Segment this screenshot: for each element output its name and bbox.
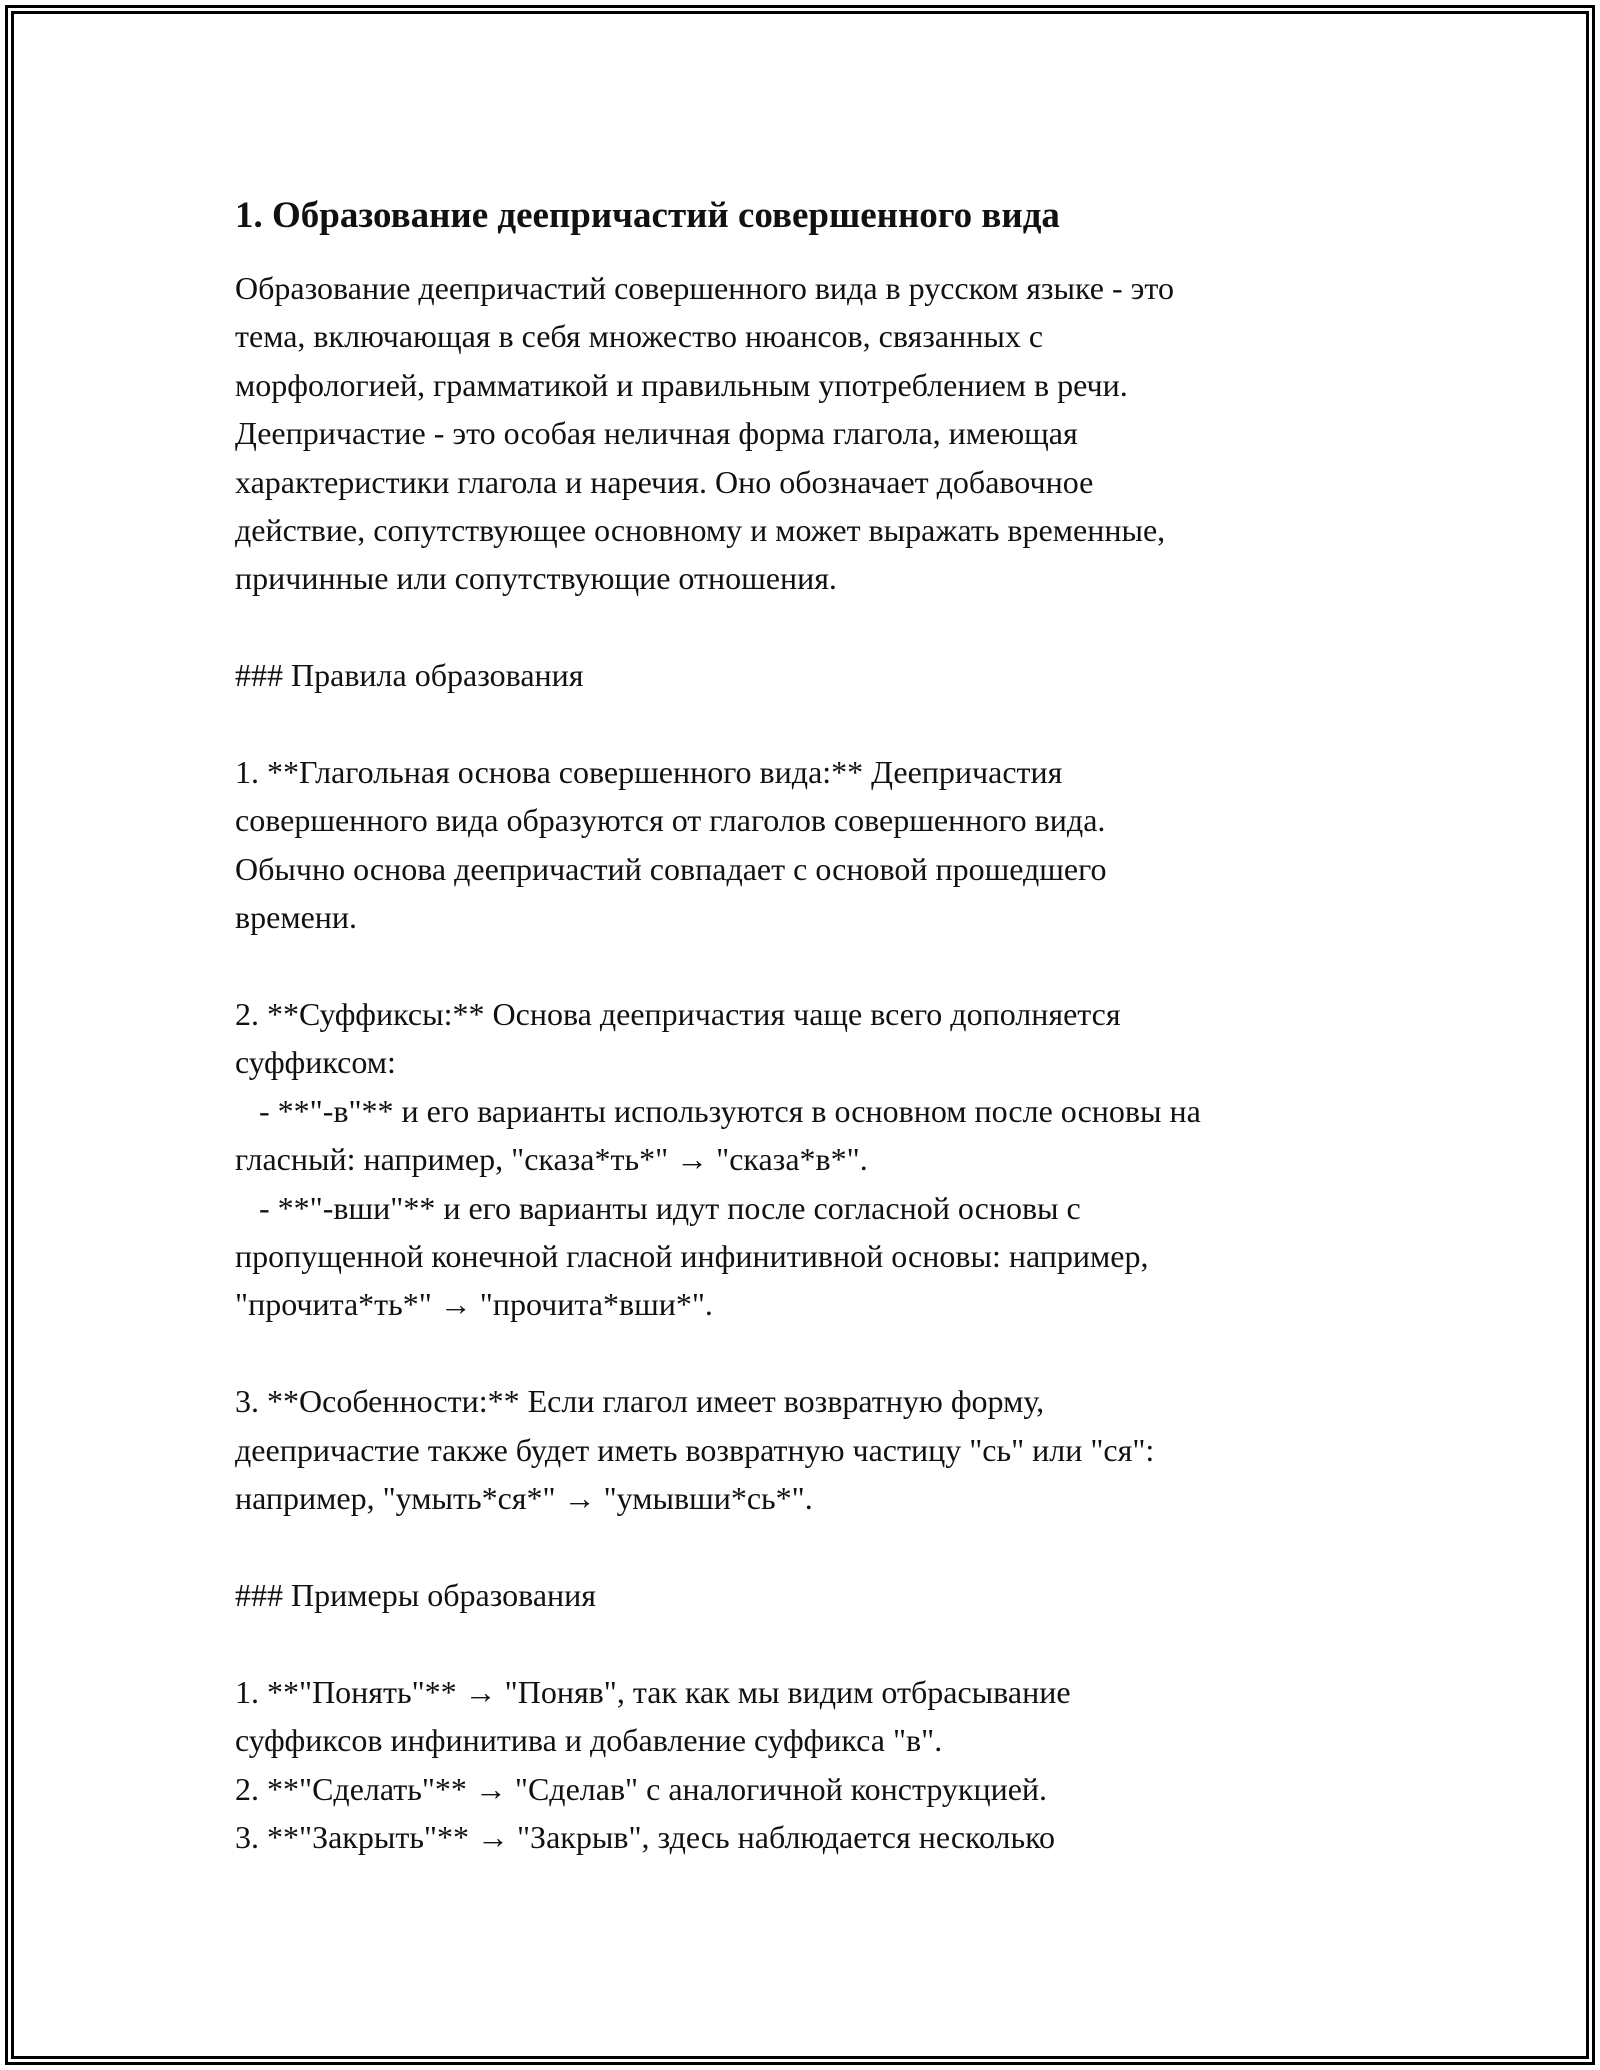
spacer [235, 1523, 1355, 1571]
examples-list: 1. **"Понять"** → "Поняв", так как мы видим отбрасывание суффиксов инфинитива и добавление суффикса "в". 2. **"Сделать"** → "Сделав" с аналогичной конструкцией. 3. **"Закрыть"** → "Закрыв", здесь наблюдается несколько [235, 1673, 1071, 1855]
spacer [235, 700, 1355, 748]
document-body [235, 188, 1355, 1861]
examples-heading: ### Примеры образования [235, 1576, 596, 1613]
rule-item-2: 2. **Суффиксы:** Основа деепричастия чаще всего дополняется суффиксом: - **"-в"** и его варианты используются в основном после основы на гласный: например, "сказа*ть*" → "сказа*в*". - **"-вши"** и его варианты идут после согласной основы с пропущенной конечной гласной инфинитивной основы: например, "прочита*ть*" → "прочита*вши*". [235, 996, 1201, 1323]
document-title: 1. Образование деепричастий совершенного вида [235, 195, 1060, 236]
rule-item-3: 3. **Особенности:** Если глагол имеет возвратную форму, деепричастие также будет иметь возвратную частицу "сь" или "ся": например, "умыть*ся*" → "умывши*сь*". [235, 1383, 1155, 1517]
spacer [235, 942, 1355, 990]
rules-heading: ### Правила образования [235, 657, 584, 694]
rule-item-1: 1. **Глагольная основа совершенного вида:** Деепричастия совершенного вида образуются от глаголов совершенного вида. Обычно основа деепричастий совпадает с основой прошедшего времени. [235, 754, 1107, 936]
spacer [235, 603, 1355, 651]
spacer [235, 1619, 1355, 1667]
spacer [235, 1329, 1355, 1377]
intro-paragraph: Образование деепричастий совершенного вида в русском языке - это тема, включающая в себя множество нюансов, связанных с морфологией, грамматикой и правильным употреблением в речи. Деепричастие - это особая неличная форма глагола, имеющая характеристики глагола и наречия. Оно обозначает добавочное действие, сопутствующее основному и может выражать временные, причинные или сопутствующие отношения. [235, 270, 1174, 597]
